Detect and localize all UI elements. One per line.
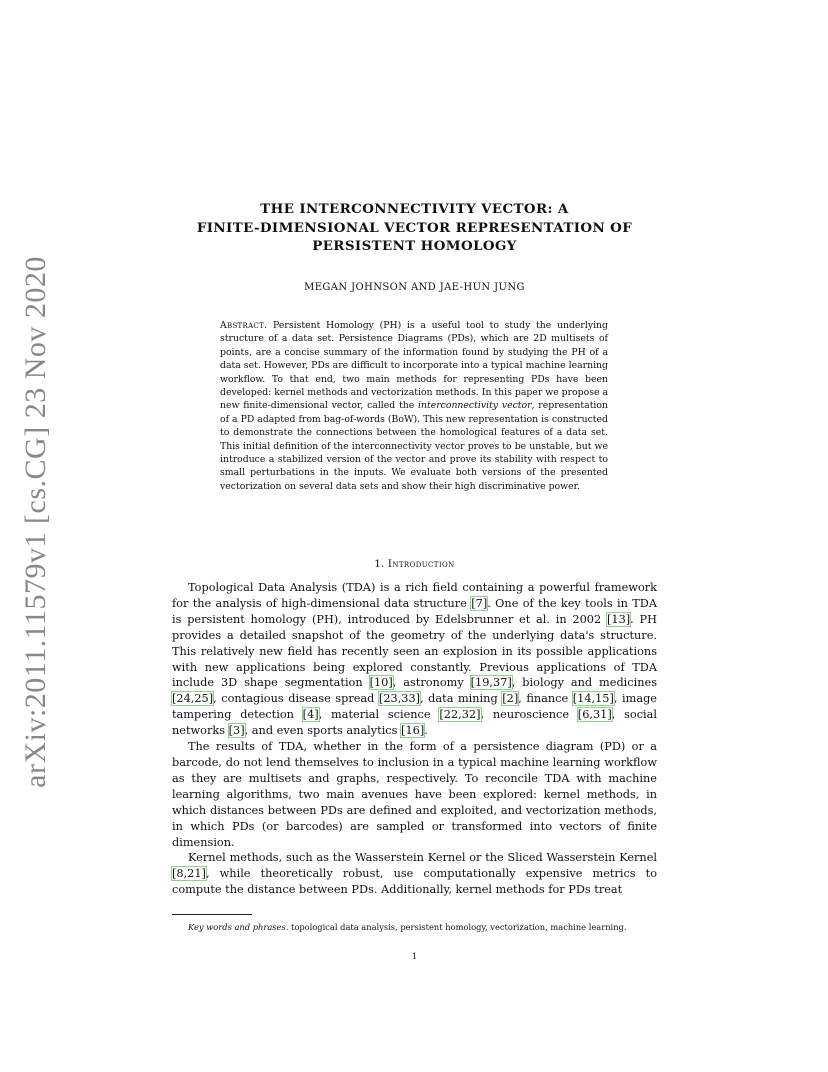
paragraph-text: , astronomy: [392, 676, 471, 690]
paragraph-text: . PH provides a detailed snapshot of the geometry of the underlying data's structure. This relatively new field has recently seen an explosion in its possible applications with new applications being explored constantly. Previous applications of TDA include 3D shape segmentation: [172, 612, 657, 690]
footnote-label: Key words and phrases.: [188, 922, 289, 932]
paragraph-text: , material science: [318, 708, 440, 722]
abstract-label: Abstract.: [220, 320, 268, 331]
paragraph-text: , data mining: [420, 692, 503, 706]
citation-link[interactable]: [24,25]: [172, 692, 214, 706]
paragraph-text: , neuroscience: [480, 708, 578, 722]
citation-link[interactable]: [4]: [302, 708, 319, 722]
footnote-divider: [172, 914, 252, 915]
paragraph-1: [172, 580, 657, 739]
citation-link[interactable]: [7]: [471, 596, 488, 610]
paragraph-text: . One of the key tools in TDA is persistent homology (PH), introduced by Edelsbrunner et al. in 2002: [172, 596, 657, 626]
citation-link[interactable]: [19,37]: [470, 676, 512, 690]
section-number: 1.: [374, 558, 385, 570]
citation-link[interactable]: [22,32]: [439, 708, 481, 722]
paragraph-text: Topological Data Analysis (TDA) is a rich field containing a powerful framework for the analysis of high-dimensional data structure: [172, 581, 657, 610]
citation-link[interactable]: [3]: [228, 724, 245, 738]
citation-link[interactable]: [14,15]: [572, 692, 614, 706]
author-list: MEGAN JOHNSON AND JAE-HUN JUNG: [304, 282, 525, 293]
citation-link[interactable]: [13]: [606, 612, 631, 626]
paragraph-text: , biology and medicines: [511, 676, 657, 690]
paragraph-text: , image tampering detection: [172, 692, 657, 722]
paragraph-text: , finance: [518, 692, 573, 706]
footnote-text: topological data analysis, persistent homology, vectorization, machine learning.: [291, 922, 627, 932]
paragraph-text: , while theoretically robust, use computationally expensive metrics to compute the distance between PDs. Additionally, kernel methods for PDs treat: [172, 867, 657, 897]
paragraph-2: The results of TDA, whether in the form of a persistence diagram (PD) or a barcode, do not lend themselves to inclusion in a typical machine learning workflow as they are multisets and graphs, respectively. To reconcile TDA with machine learning algorithms, two main avenues have been explored: kernel methods, in which distances between PDs are defined and exploited, and vectorization methods, in which PDs (or barcodes) are sampled or transformed into vectors of finite dimension.: [172, 740, 657, 849]
abstract: [220, 319, 608, 493]
paragraph-text: .: [424, 724, 428, 738]
introduction-body: [172, 580, 657, 898]
citation-link[interactable]: [16]: [401, 724, 425, 738]
paragraph-3: [172, 850, 657, 898]
abstract-emphasis: interconnectivity vector: [418, 400, 532, 412]
title-line-1: THE INTERCONNECTIVITY VECTOR: A: [260, 201, 569, 217]
citation-link[interactable]: [23,33]: [378, 692, 421, 706]
paragraph-text: , social networks: [172, 708, 657, 738]
citation-link[interactable]: [10]: [369, 676, 393, 690]
arxiv-identifier-text: arXiv:2011.11579v1 [cs.CG] 23 Nov 2020: [19, 256, 53, 788]
citation-link[interactable]: [8,21]: [172, 867, 206, 881]
title-line-3: PERSISTENT HOMOLOGY: [312, 238, 517, 254]
abstract-text-part-1: Persistent Homology (PH) is a useful tool to study the underlying structure of a data set. Persistence Diagrams (PDs), which are 2D multisets of points, are a concise summary of the information found by studying the PH of a data set. However, PDs are difficult to incorporate into a typical machine learning workflow. To that end, two main methods for representing PDs have been developed: kernel methods and vectorization methods. In this paper we propose a new finite-dimensional vector, called the: [220, 320, 608, 412]
paragraph-text: , contagious disease spread: [213, 692, 379, 706]
paragraph-text: Kernel methods, such as the Wasserstein Kernel or the Sliced Wasserstein Kernel: [188, 851, 657, 865]
paper-title: [172, 200, 657, 256]
footnote-keywords: [172, 921, 657, 934]
page-number: 1: [411, 952, 418, 962]
arxiv-identifier: [14, 256, 58, 788]
paragraph-text: , and even sports analytics: [244, 724, 402, 738]
title-line-2: FINITE-DIMENSIONAL VECTOR REPRESENTATION OF: [196, 219, 633, 236]
citation-link[interactable]: [6,31]: [577, 708, 612, 722]
section-heading: [172, 558, 657, 570]
abstract-text-part-2: , representation of a PD adapted from bag-of-words (BoW). This new representation is constructed to demonstrate the connections between the homological features of a data set. This initial definition of the interconnectivity vector proves to be unstable, but we introduce a stabilized version of the vector and prove its stability with respect to small perturbations in the inputs. We evaluate both versions of the presented vectorization on several data sets and show their high discriminative power.: [220, 400, 608, 492]
section-title: Introduction: [387, 558, 455, 570]
citation-link[interactable]: [2]: [502, 692, 519, 706]
